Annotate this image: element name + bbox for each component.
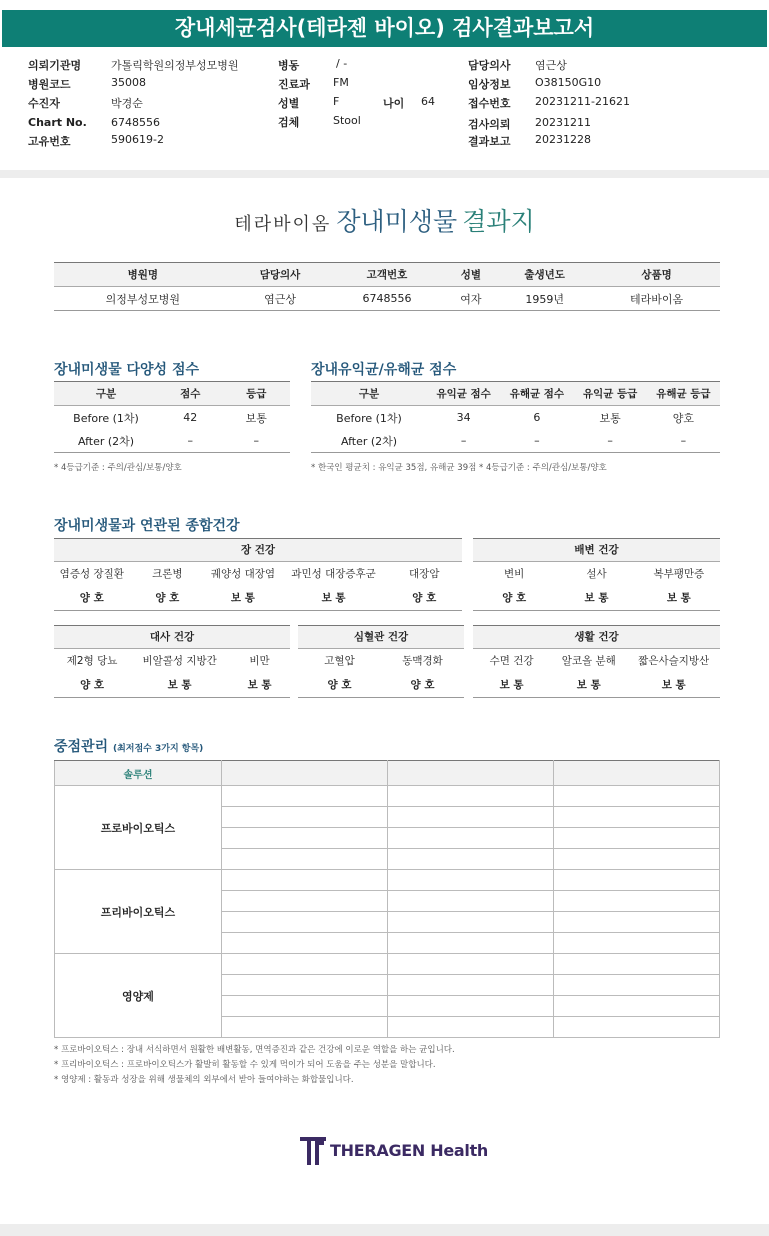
theragen-logo-icon	[300, 1134, 326, 1166]
bowel-value-diarrhea: 보 통	[584, 592, 609, 604]
ben-th-bad-grade: 유해균 등급	[647, 382, 720, 406]
div-after-label: After (2차)	[54, 429, 158, 453]
bowel-value-constipation: 양 호	[502, 592, 527, 604]
health-title: 장내미생물과 연관된 종합건강	[54, 518, 240, 534]
report-title: 장내세균검사(테라젠 바이오) 검사결과보고서	[2, 10, 767, 47]
hospital-code-label: 병원코드	[28, 78, 71, 91]
focus-subtitle: (최저점수 3가지 항목)	[112, 744, 204, 754]
ben-before-label: Before (1차)	[336, 411, 402, 425]
div-th-grade: 등급	[222, 382, 290, 406]
beneficial-note: * 한국인 평균치 : 유익균 35점, 유해균 39점 * 4등급기준 : 주의/관심/보통/양호	[311, 463, 607, 473]
ward-value: / -	[336, 57, 348, 70]
age-label: 나이	[383, 97, 405, 110]
cardio-health-title: 심혈관 건강	[298, 625, 464, 649]
sex-value: F	[333, 95, 340, 108]
gut-item-cancer: 대장암	[409, 568, 440, 580]
bowel-item-diarrhea: 설사	[586, 568, 607, 580]
chart-no-label: Chart No.	[28, 116, 87, 129]
patient-table	[54, 262, 720, 311]
bowel-health-title: 배변 건강	[473, 538, 720, 562]
metabolic-item-obesity: 비만	[249, 655, 270, 667]
div-th-category: 구분	[54, 382, 158, 406]
ben-after-bad-grade: –	[647, 429, 720, 453]
focus-header-1	[222, 761, 388, 786]
ben-before-bad-grade: 양호	[672, 411, 694, 425]
gut-health-box	[54, 538, 462, 611]
th-hospital: 병원명	[54, 263, 232, 287]
institution-value: 가톨릭학원의정부성모병원	[111, 59, 239, 72]
div-before-score: 42	[183, 411, 198, 424]
solution-header: 솔루션	[55, 761, 222, 786]
ben-before-bad-score: 6	[533, 411, 541, 424]
note-prebiotics: * 프리바이오틱스 : 프로바이오틱스가 활발히 활동할 수 있게 먹이가 되어 도움을 주는 성분을 말합니다.	[54, 1060, 436, 1070]
report-date-value: 20231228	[535, 133, 591, 146]
doc-title	[0, 202, 769, 238]
bowel-item-bloating: 복부팽만증	[653, 568, 705, 580]
th-customer-no: 고객번호	[328, 263, 445, 287]
doctor-label: 담당의사	[468, 59, 511, 72]
gut-health-title: 장 건강	[54, 538, 462, 562]
div-th-score: 점수	[158, 382, 222, 406]
gut-item-uc: 궤양성 대장염	[210, 568, 275, 580]
institution-label: 의뢰기관명	[28, 59, 82, 72]
td-sex: 여자	[445, 287, 496, 311]
life-item-scfa: 짧은사슬지방산	[638, 655, 710, 667]
clinical-info-label: 임상정보	[468, 78, 511, 91]
note-probiotics: * 프로바이오틱스 : 장내 서식하면서 원활한 배변활동, 면역증진과 같은 건강에 이로운 역할을 하는 균입니다.	[54, 1045, 455, 1055]
focus-table	[54, 760, 720, 1038]
department-label: 진료과	[278, 78, 310, 91]
unique-no-value: 590619-2	[111, 133, 164, 146]
focus-title-text: 중점관리	[54, 739, 109, 755]
result-page	[0, 178, 769, 1224]
bowel-item-constipation: 변비	[504, 568, 525, 580]
cat-prebiotics: 프리바이오틱스	[55, 870, 222, 954]
th-sex: 성별	[445, 263, 496, 287]
metabolic-value-diabetes: 양 호	[80, 679, 105, 691]
metabolic-health-title: 대사 건강	[54, 625, 290, 649]
hospital-code-value: 35008	[111, 76, 146, 89]
request-date-value: 20231211	[535, 116, 591, 129]
specimen-label: 검체	[278, 116, 300, 129]
div-before-label: Before (1차)	[73, 411, 139, 425]
doc-title-main1: 장내미생물	[336, 207, 458, 236]
cardio-value-atherosclerosis: 양 호	[410, 679, 435, 691]
theragen-logo-text: THERAGEN Health	[330, 1140, 489, 1160]
div-after-grade: –	[222, 429, 290, 453]
theragen-logo	[300, 1134, 488, 1166]
ben-th-category: 구분	[311, 382, 427, 406]
gut-item-crohn: 크론병	[152, 568, 183, 580]
life-health-title: 생활 건강	[473, 625, 720, 649]
diversity-table	[54, 381, 290, 453]
gut-value-ibs: 보 통	[321, 592, 346, 604]
th-doctor: 담당의사	[232, 263, 329, 287]
life-value-sleep: 보 통	[499, 679, 524, 691]
request-date-label: 검사의뢰	[468, 118, 511, 131]
ben-th-bad-score: 유해균 점수	[500, 382, 573, 406]
cardio-value-hypertension: 양 호	[327, 679, 352, 691]
gut-value-uc: 보 통	[230, 592, 255, 604]
doc-title-prefix: 테라바이옴	[234, 214, 332, 235]
focus-header-3	[554, 761, 720, 786]
chart-no-value: 6748556	[111, 116, 160, 129]
receipt-no-label: 접수번호	[468, 97, 511, 110]
gut-item-ibd: 염증성 장질환	[59, 568, 124, 580]
ben-th-good-grade: 유익균 등급	[574, 382, 647, 406]
department-value: FM	[333, 76, 349, 89]
ward-label: 병동	[278, 59, 300, 72]
life-value-scfa: 보 통	[661, 679, 686, 691]
cat-probiotics: 프로바이오틱스	[55, 786, 222, 870]
td-doctor: 염근상	[232, 287, 329, 311]
td-product: 테라바이옴	[593, 287, 720, 311]
report-header	[0, 0, 769, 170]
bowel-value-bloating: 보 통	[666, 592, 691, 604]
doc-title-main2: 결과지	[462, 207, 535, 236]
ben-after-good-grade: –	[574, 429, 647, 453]
clinical-info-value: O38150G10	[535, 76, 602, 89]
metabolic-item-diabetes: 제2형 당뇨	[66, 655, 118, 667]
ben-before-good-grade: 보통	[599, 411, 621, 425]
life-item-sleep: 수면 건강	[489, 655, 534, 667]
gut-value-ibd: 양 호	[79, 592, 104, 604]
td-hospital: 의정부성모병원	[54, 287, 232, 311]
doctor-value: 염근상	[535, 59, 567, 72]
th-birth-year: 출생년도	[496, 263, 593, 287]
ben-th-good-score: 유익균 점수	[427, 382, 500, 406]
gut-value-crohn: 양 호	[155, 592, 180, 604]
gut-value-cancer: 양 호	[412, 592, 437, 604]
sex-label: 성별	[278, 97, 300, 110]
diversity-title: 장내미생물 다양성 점수	[54, 362, 199, 378]
patient-value: 박경순	[111, 97, 143, 110]
td-birth-year: 1959년	[496, 287, 593, 311]
cat-supplements: 영양제	[55, 954, 222, 1038]
th-product: 상품명	[593, 263, 720, 287]
focus-title	[54, 736, 203, 756]
age-value: 64	[421, 95, 435, 108]
cardio-item-atherosclerosis: 동맥경화	[402, 655, 443, 667]
life-health-box	[473, 625, 720, 698]
cardio-health-box	[298, 625, 464, 698]
cardio-item-hypertension: 고혈압	[324, 655, 355, 667]
metabolic-item-fatty-liver: 비알콜성 지방간	[142, 655, 217, 667]
note-supplements: * 영양제 : 활동과 성장을 위해 생물체의 외부에서 받아 들여야하는 화합물입니다.	[54, 1075, 354, 1085]
gut-item-ibs: 과민성 대장증후군	[291, 568, 376, 580]
receipt-no-value: 20231211-21621	[535, 95, 630, 108]
td-customer-no: 6748556	[328, 287, 445, 311]
metabolic-value-obesity: 보 통	[247, 679, 272, 691]
ben-before-good-score: 34	[456, 411, 471, 424]
beneficial-table	[311, 381, 720, 453]
life-value-alcohol: 보 통	[576, 679, 601, 691]
ben-after-bad-score: –	[500, 429, 573, 453]
metabolic-value-fatty-liver: 보 통	[167, 679, 192, 691]
patient-label: 수진자	[28, 97, 60, 110]
specimen-value: Stool	[333, 114, 361, 127]
unique-no-label: 고유번호	[28, 135, 71, 148]
div-after-score: –	[158, 429, 222, 453]
focus-header-2	[388, 761, 554, 786]
metabolic-health-box	[54, 625, 290, 698]
beneficial-title: 장내유익균/유해균 점수	[311, 362, 457, 378]
ben-after-label: After (2차)	[311, 429, 427, 453]
report-date-label: 결과보고	[468, 135, 511, 148]
diversity-note: * 4등급기준 : 주의/관심/보통/양호	[54, 463, 182, 473]
bowel-health-box	[473, 538, 720, 611]
ben-after-good-score: –	[427, 429, 500, 453]
div-before-grade: 보통	[245, 411, 267, 425]
life-item-alcohol: 알코올 분해	[561, 655, 616, 667]
